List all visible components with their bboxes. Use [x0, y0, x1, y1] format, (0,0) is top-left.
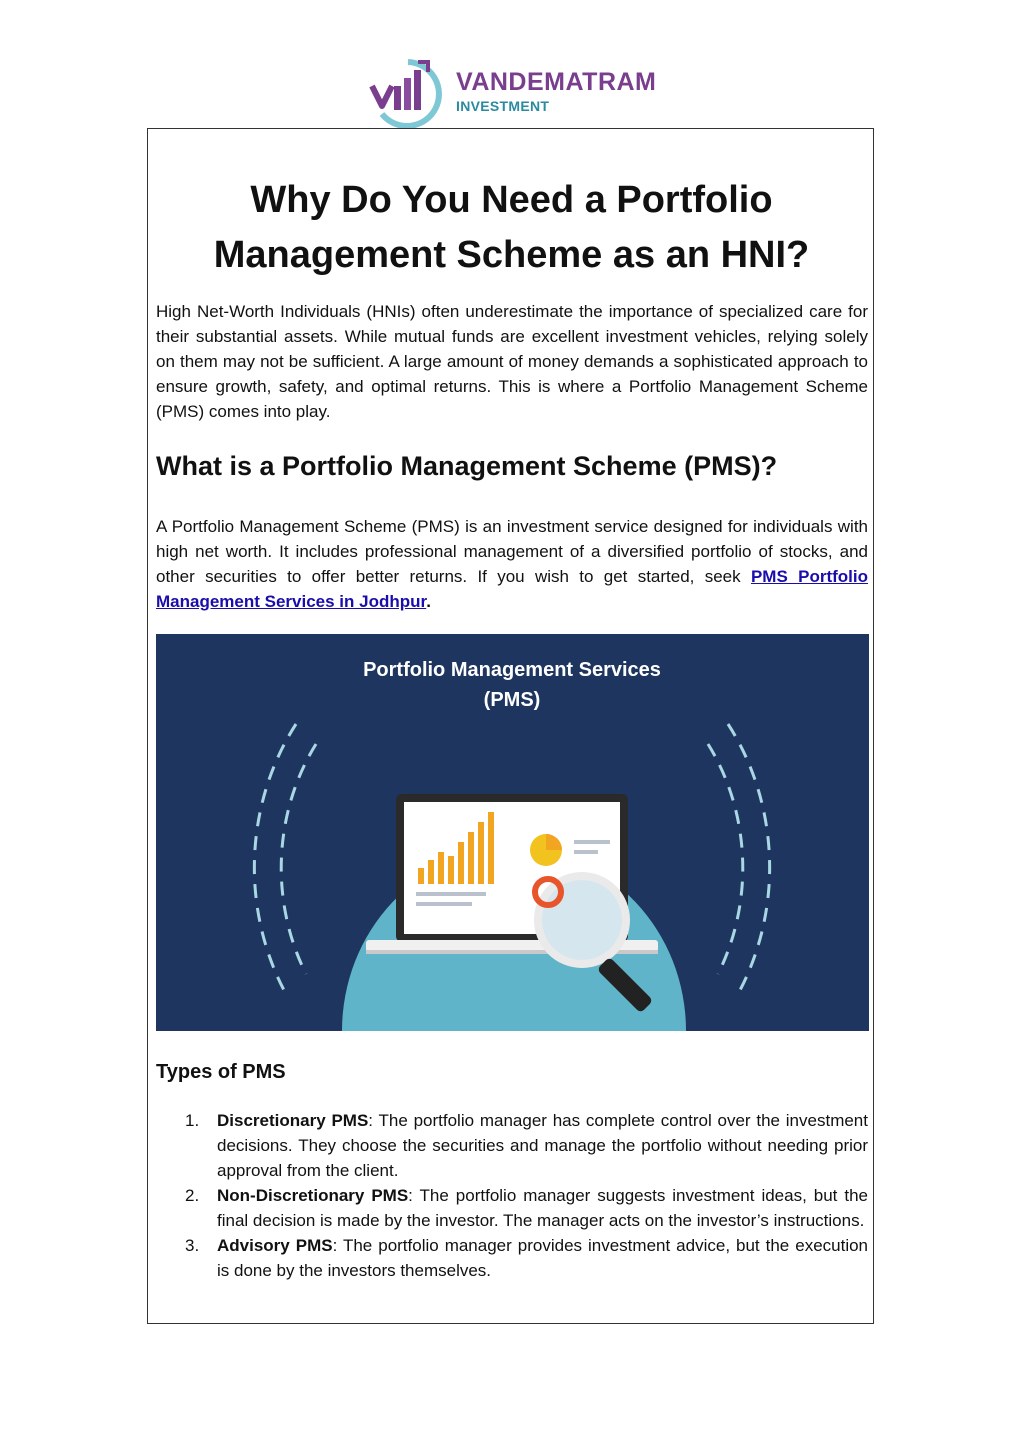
type-desc: : The portfolio manager has complete control over the investment decisions. They choose the securities and manage the portfolio without needing prior approval from the client.: [217, 1111, 868, 1180]
list-number: 1.: [185, 1111, 200, 1130]
list-item: [156, 1233, 868, 1283]
type-desc: : The portfolio manager suggests investment ideas, but the final decision is made by the investor. The manager acts on the investor’s instructions.: [217, 1186, 868, 1230]
pms-jodhpur-link[interactable]: PMS Portfolio Management Services in Jodhpur: [156, 567, 868, 611]
types-heading: Types of PMS: [156, 1061, 286, 1083]
pms-types-list: [156, 1108, 868, 1283]
logo-mark-icon: [368, 56, 448, 130]
logo-sub-text: INVESTMENT: [456, 98, 550, 114]
type-name: Advisory PMS: [217, 1236, 333, 1255]
definition-paragraph: [156, 514, 868, 614]
list-item: [156, 1183, 868, 1233]
company-logo: [368, 56, 668, 130]
content-frame: [147, 128, 874, 1324]
type-desc: : The portfolio manager provides investment advice, but the execution is done by the investors themselves.: [217, 1236, 869, 1280]
definition-text: A Portfolio Management Scheme (PMS) is an investment service designed for individuals with high net worth. It includes professional management of a diversified portfolio of stocks, and other securities to offer better returns. If you wish to get started, seek: [156, 517, 868, 586]
intro-paragraph: High Net-Worth Individuals (HNIs) often underestimate the importance of specialized care for their substantial assets. While mutual funds are excellent investment vehicles, relying solely on them may not be sufficient. A large amount of money demands a sophisticated approach to ensure growth, safety, and optimal returns. This is where a Portfolio Management Scheme (PMS) comes into play.: [156, 302, 868, 421]
type-name: Discretionary PMS: [217, 1111, 369, 1130]
banner-title-line2: (PMS): [483, 689, 541, 711]
banner-title-line1: Portfolio Management Services: [363, 659, 661, 681]
list-item: [156, 1108, 868, 1183]
list-number: 2.: [185, 1186, 200, 1205]
list-number: 3.: [185, 1236, 200, 1255]
section-heading: What is a Portfolio Management Scheme (PMS)?: [156, 451, 778, 481]
page-title: Why Do You Need a Portfolio Management Scheme as an HNI?: [213, 179, 810, 276]
logo-brand-text: VANDEMATRAM: [456, 68, 657, 96]
pms-banner-image: [156, 634, 869, 1031]
definition-end: .: [426, 592, 431, 611]
type-name: Non-Discretionary PMS: [217, 1186, 409, 1205]
